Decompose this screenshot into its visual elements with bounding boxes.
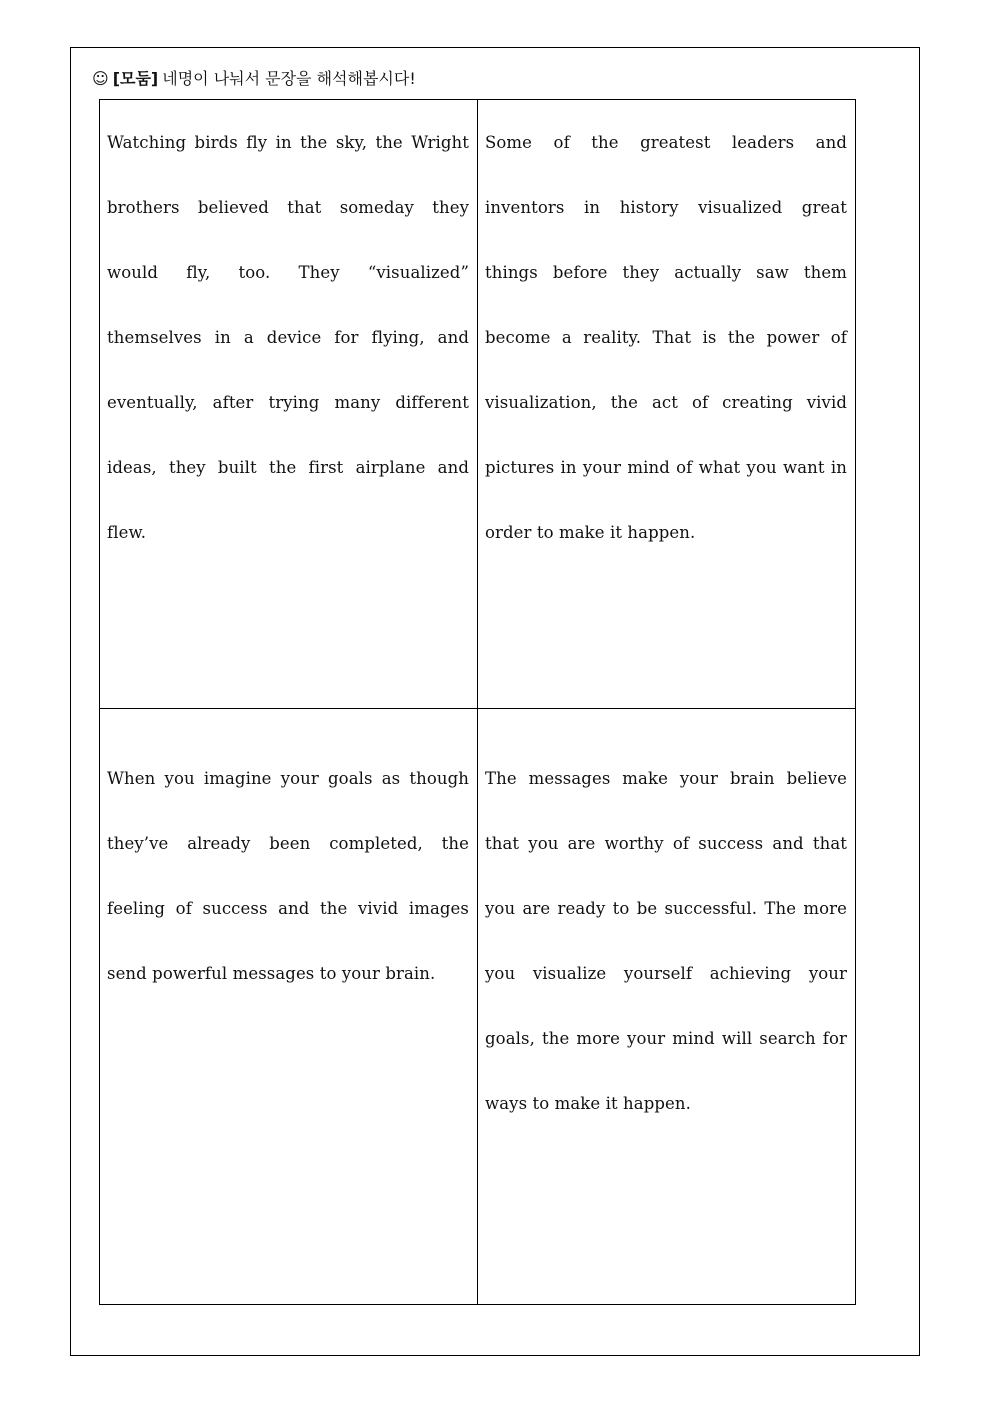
smiley-icon: ☺ (92, 69, 109, 88)
grid-vertical-divider (477, 99, 478, 1305)
group-tag: [모둠] (112, 69, 159, 88)
passage-bottom-left: When you imagine your goals as though they’ve already been completed, the feeling of success and the vivid images send powerful messages to your brain. (107, 769, 469, 983)
worksheet-heading (92, 68, 416, 90)
passage-top-right: Some of the greatest leaders and inventors in history visualized great things before they actually saw them become a reality. That is the power of visualization, the act of creating vivid pictures in your mind of what you want in order to make it happen. (485, 133, 847, 542)
heading-instruction: 네명이 나눠서 문장을 해석해봅시다! (162, 69, 416, 88)
passage-top-left: Watching birds fly in the sky, the Wright brothers believed that someday they would fly, too. They “visualized” themselves in a device for flying, and eventually, after trying many different ideas, they built the first airplane and flew. (107, 133, 469, 542)
passage-bottom-right: The messages make your brain believe that you are worthy of success and that you are ready to be successful. The more you visualize yourself achieving your goals, the more your mind will search for ways to make it happen. (485, 769, 847, 1113)
grid-horizontal-divider (99, 708, 856, 709)
